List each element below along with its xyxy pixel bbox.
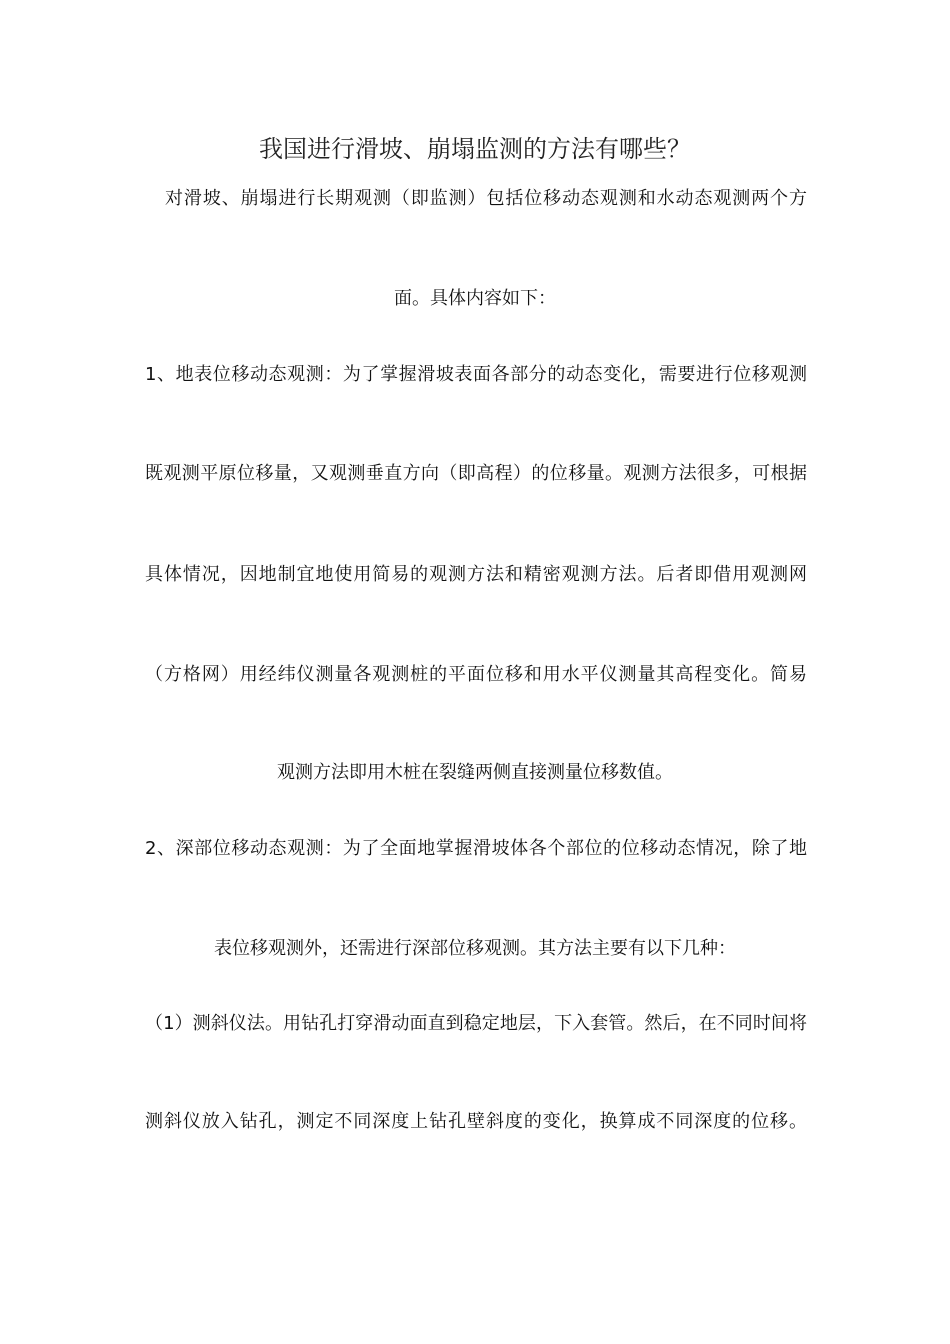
paragraph-line-8: 2、深部位移动态观测：为了全面地掌握滑坡体各个部位的位移动态情况，除了地: [145, 838, 807, 859]
paragraph-line-5: 具体情况，因地制宜地使用简易的观测方法和精密观测方法。后者即借用观测网: [145, 564, 807, 585]
document-title: 我国进行滑坡、崩塌监测的方法有哪些？: [259, 135, 691, 163]
paragraph-line-2: 面。具体内容如下：: [394, 288, 556, 309]
paragraph-line-1: 对滑坡、崩塌进行长期观测（即监测）包括位移动态观测和水动态观测两个方: [165, 188, 807, 209]
paragraph-line-10: （1）测斜仪法。用钻孔打穿滑动面直到稳定地层，下入套管。然后，在不同时间将: [145, 1013, 807, 1034]
paragraph-line-6: （方格网）用经纬仪测量各观测桩的平面位移和用水平仪测量其高程变化。简易: [145, 664, 807, 685]
paragraph-line-9: 表位移观测外，还需进行深部位移观测。其方法主要有以下几种：: [214, 938, 736, 959]
paragraph-line-7: 观测方法即用木桩在裂缝两侧直接测量位移数值。: [277, 762, 673, 783]
paragraph-line-11: 测斜仪放入钻孔，测定不同深度上钻孔壁斜度的变化，换算成不同深度的位移。: [145, 1111, 807, 1132]
paragraph-line-4: 既观测平原位移量，又观测垂直方向（即高程）的位移量。观测方法很多，可根据: [145, 463, 807, 484]
paragraph-line-3: 1、地表位移动态观测：为了掌握滑坡表面各部分的动态变化，需要进行位移观测: [145, 364, 807, 385]
